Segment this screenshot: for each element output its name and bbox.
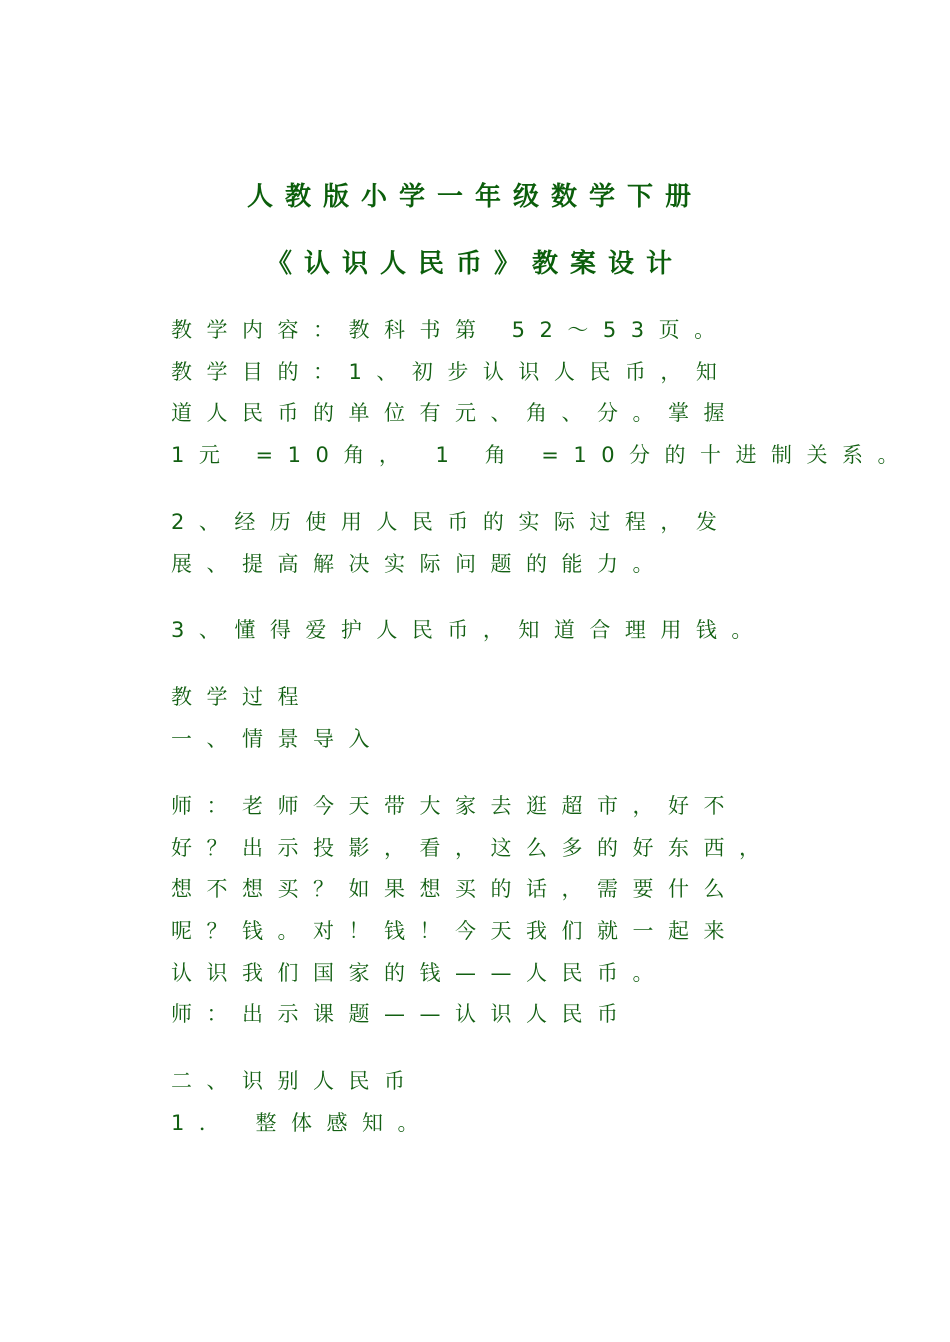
- text-line-objective-1c: 1元 =10角， 1 角 =10分的十进制关系。: [171, 443, 914, 467]
- section-heading-process: 教学过程: [171, 685, 313, 709]
- document-subtitle: 《认识人民币》教案设计: [265, 249, 684, 279]
- text-line-dialogue-6: 师：出示课题——认识人民币: [171, 1002, 633, 1026]
- section-heading-intro: 一、情景导入: [171, 727, 384, 751]
- text-line-dialogue-3: 想不想买？如果想买的话，需要什么: [171, 877, 739, 901]
- text-line-objective-1a: 教学目的：1、初步认识人民币，知: [171, 360, 732, 384]
- text-line-objective-1b: 道人民币的单位有元、角、分。掌握: [171, 401, 739, 425]
- text-line-dialogue-1: 师：老师今天带大家去逛超市，好不: [171, 794, 739, 818]
- text-line-overall-perception: 1． 整体感知。: [171, 1111, 434, 1135]
- document-title: 人教版小学一年级数学下册: [246, 182, 703, 212]
- text-line-objective-3: 3、懂得爱护人民币，知道合理用钱。: [171, 618, 767, 642]
- text-line-dialogue-4: 呢？钱。对！钱！今天我们就一起来: [171, 919, 739, 943]
- text-line-objective-2a: 2、经历使用人民币的实际过程，发: [171, 510, 732, 534]
- section-heading-identify: 二、识别人民币: [171, 1069, 420, 1093]
- text-line-teaching-content: 教学内容：教科书第 52～53页。: [171, 318, 730, 342]
- text-line-dialogue-5: 认识我们国家的钱——人民币。: [171, 961, 668, 985]
- text-line-dialogue-2: 好？出示投影，看，这么多的好东西，: [171, 836, 775, 860]
- text-line-objective-2b: 展、提高解决实际问题的能力。: [171, 552, 668, 576]
